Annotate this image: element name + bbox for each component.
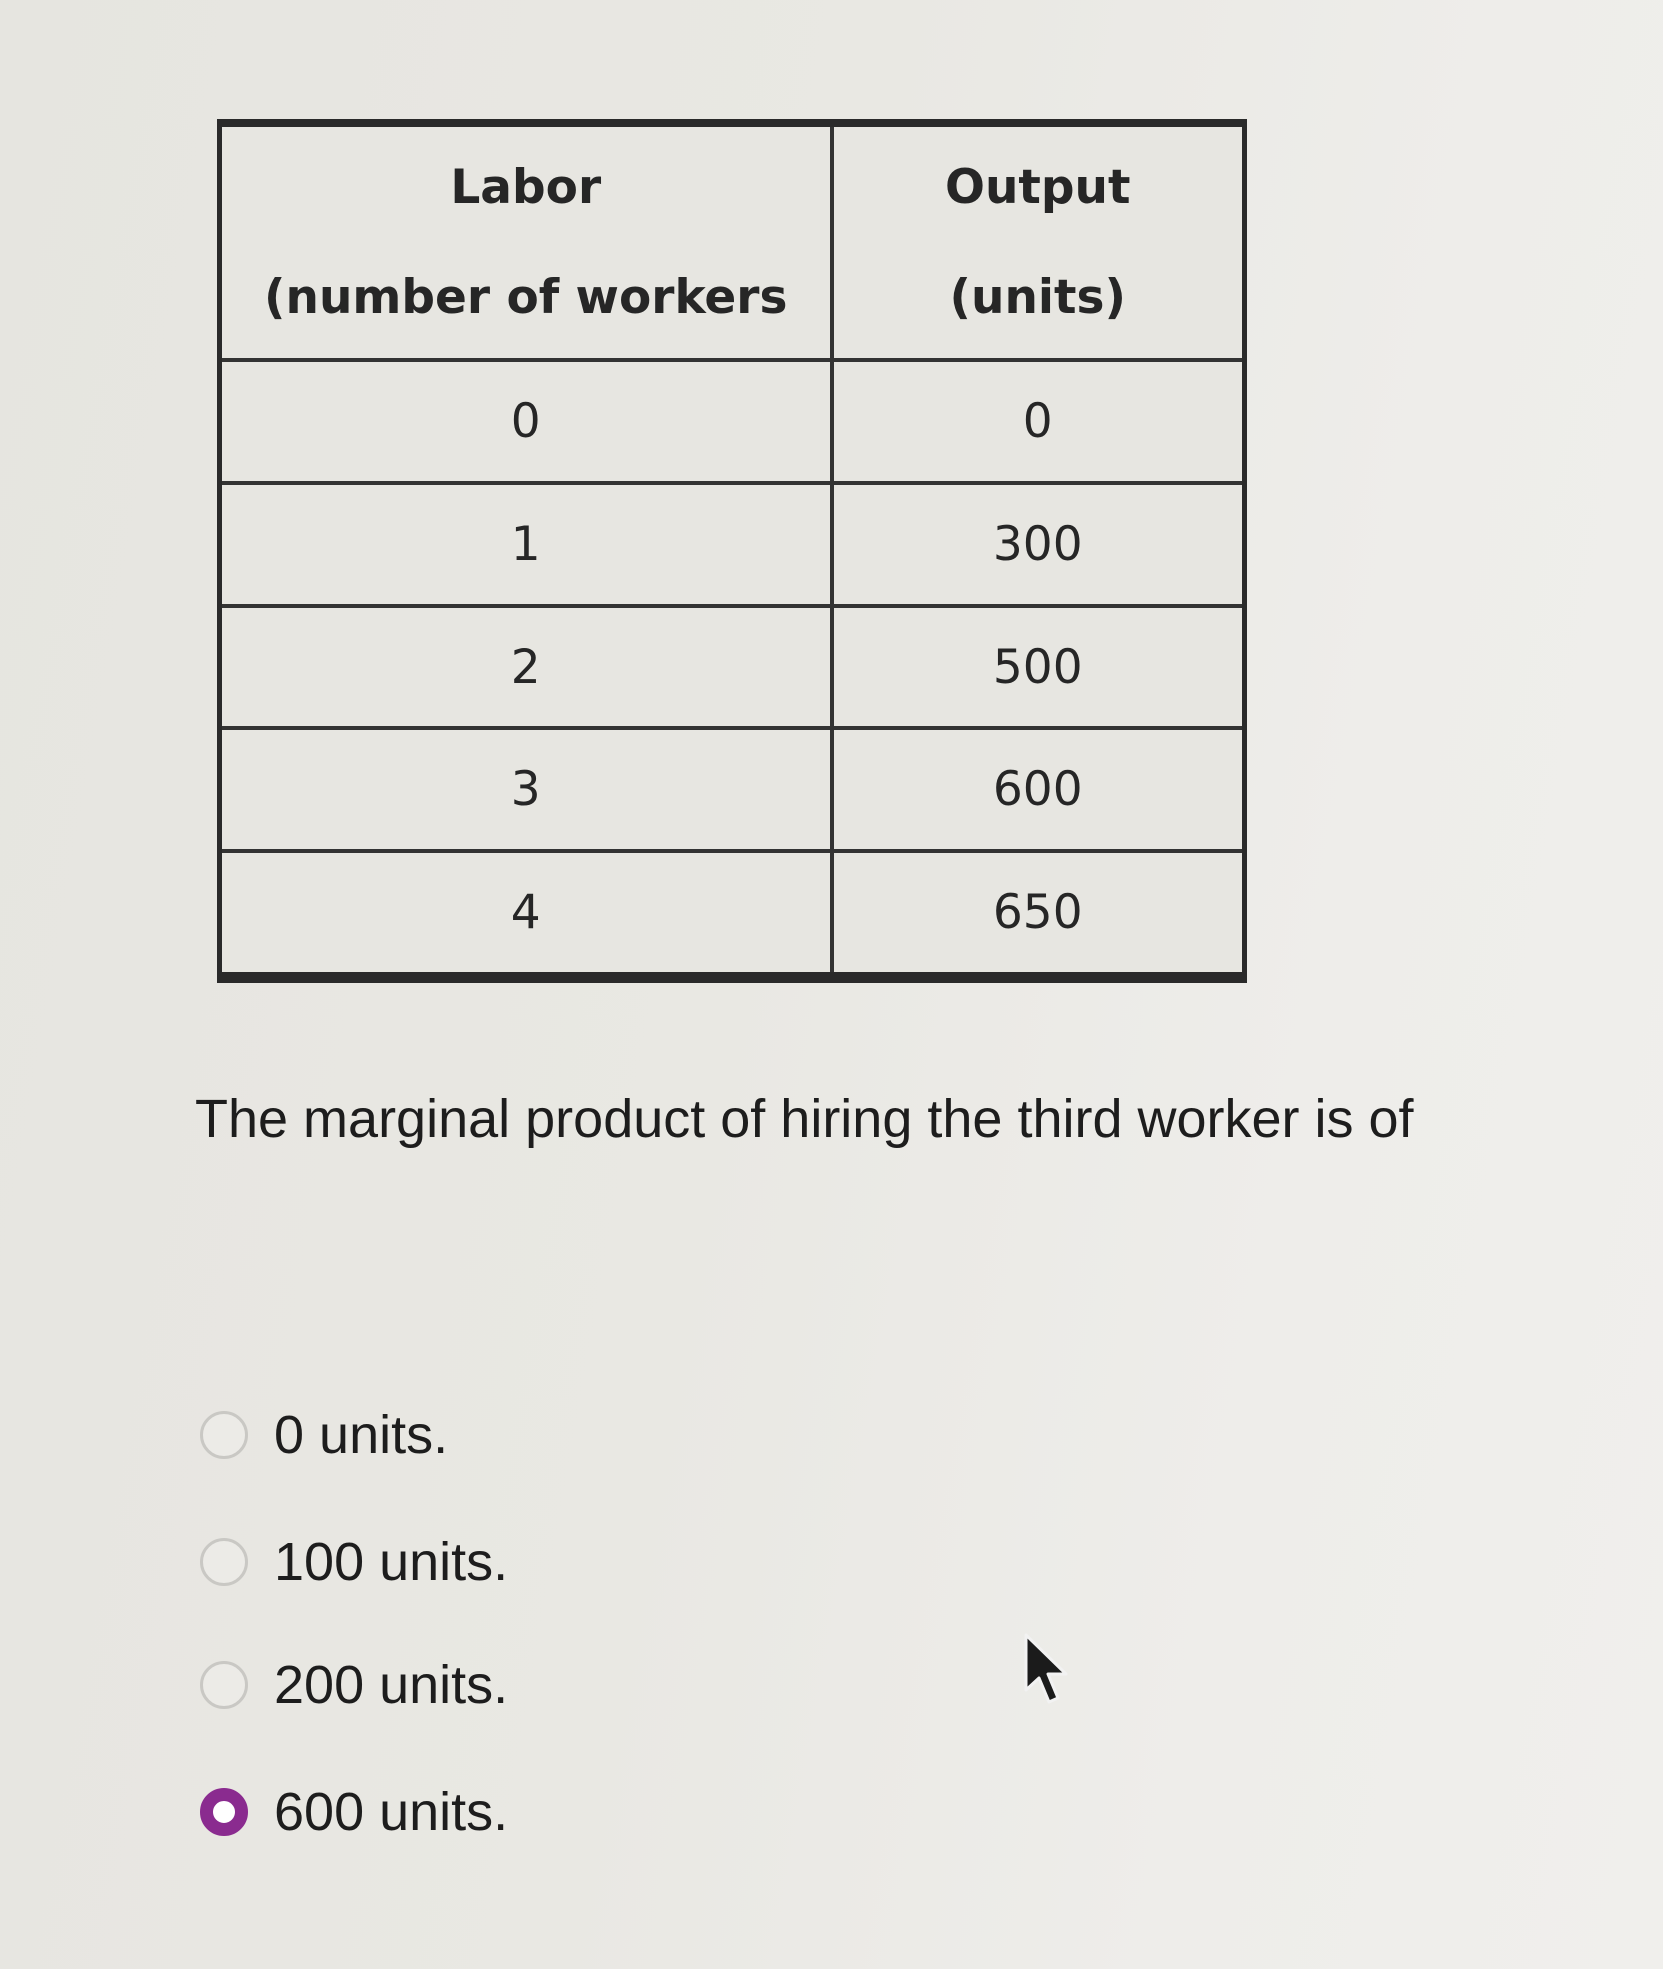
question-text: The marginal product of hiring the third worker is of bbox=[195, 1089, 1414, 1149]
output-cell: 0 bbox=[832, 360, 1245, 483]
answer-option-0-units[interactable] bbox=[200, 1395, 448, 1475]
answer-option-100-units[interactable] bbox=[200, 1522, 508, 1602]
labor-column-header bbox=[220, 123, 832, 360]
output-header-line1: Output bbox=[945, 159, 1131, 215]
labor-cell: 1 bbox=[220, 483, 832, 606]
labor-cell: 0 bbox=[220, 360, 832, 483]
labor-cell: 3 bbox=[220, 728, 832, 851]
answer-option-label: 200 units. bbox=[274, 1655, 509, 1715]
output-column-header bbox=[832, 123, 1245, 360]
output-cell: 500 bbox=[832, 606, 1245, 729]
table-row bbox=[220, 483, 1245, 606]
labor-output-table bbox=[217, 119, 1247, 983]
output-cell: 600 bbox=[832, 728, 1245, 851]
radio-button-icon[interactable] bbox=[200, 1538, 248, 1586]
radio-button-icon[interactable] bbox=[200, 1411, 248, 1459]
answer-option-200-units[interactable] bbox=[200, 1645, 508, 1725]
output-cell: 300 bbox=[832, 483, 1245, 606]
output-cell: 650 bbox=[832, 851, 1245, 977]
answer-option-label: 100 units. bbox=[274, 1532, 509, 1592]
table-row bbox=[220, 360, 1245, 483]
table-row bbox=[220, 851, 1245, 977]
labor-header-line2: (number of workers bbox=[264, 269, 788, 325]
table-row bbox=[220, 606, 1245, 729]
labor-cell: 4 bbox=[220, 851, 832, 977]
answer-option-label: 0 units. bbox=[274, 1405, 449, 1465]
table-header-row bbox=[220, 123, 1245, 360]
answer-option-label: 600 units. bbox=[274, 1782, 509, 1842]
radio-button-selected-icon[interactable] bbox=[200, 1788, 248, 1836]
output-header-line2: (units) bbox=[949, 269, 1126, 325]
table-row bbox=[220, 728, 1245, 851]
answer-option-600-units[interactable] bbox=[200, 1772, 508, 1852]
labor-cell: 2 bbox=[220, 606, 832, 729]
radio-button-icon[interactable] bbox=[200, 1661, 248, 1709]
mouse-pointer-icon bbox=[1023, 1632, 1069, 1708]
labor-header-line1: Labor bbox=[450, 159, 602, 215]
